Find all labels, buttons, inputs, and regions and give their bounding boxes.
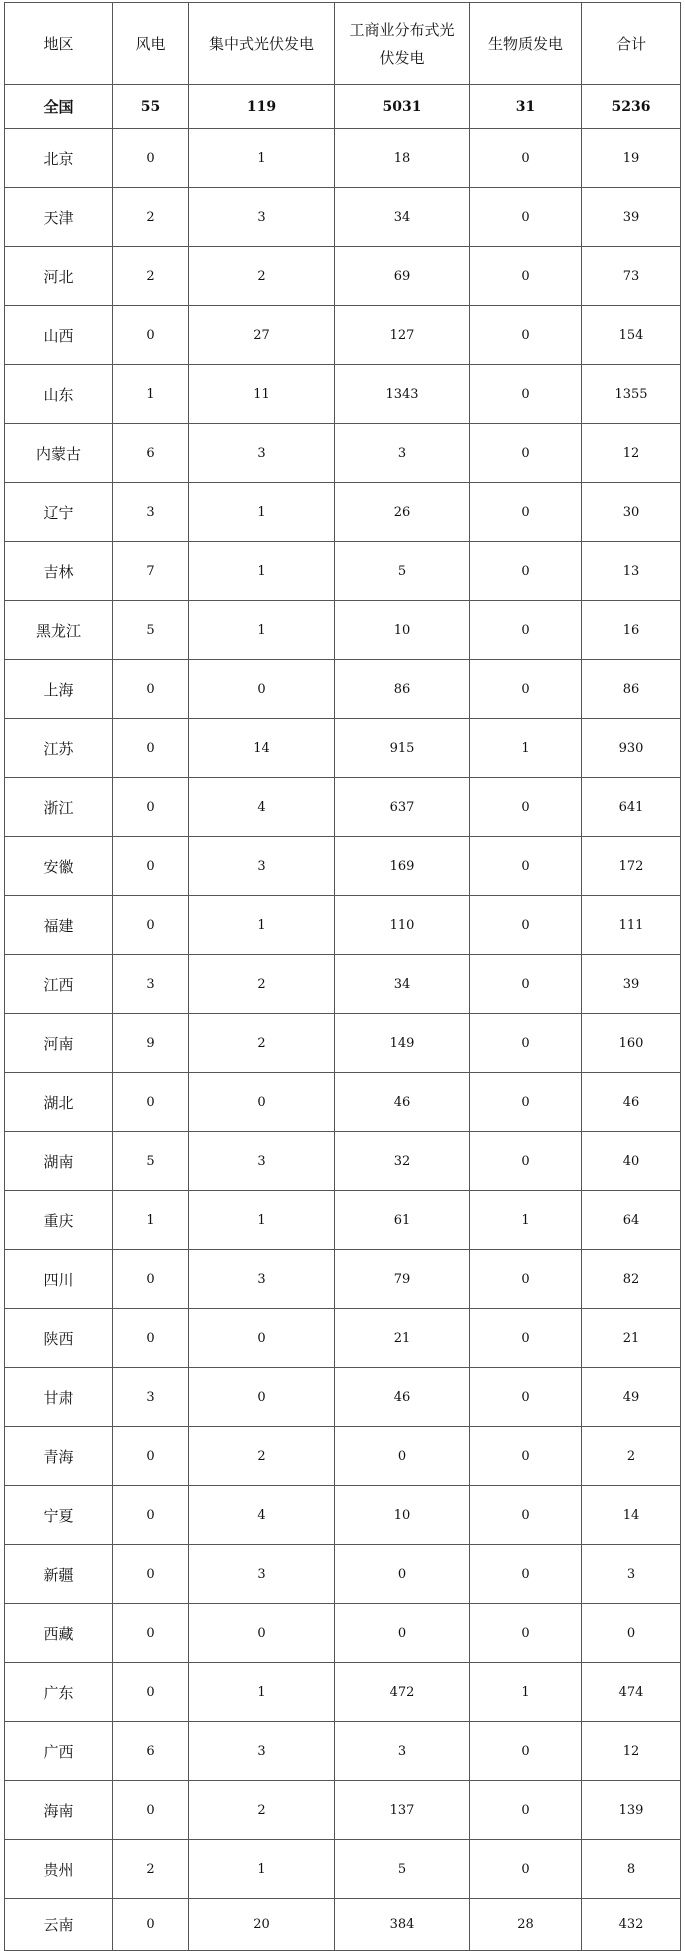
cell-distributed-pv: 110 bbox=[335, 896, 470, 955]
cell-distributed-pv: 169 bbox=[335, 837, 470, 896]
cell-centralized-pv: 4 bbox=[189, 778, 335, 837]
cell-region: 甘肃 bbox=[5, 1368, 113, 1427]
cell-biomass: 0 bbox=[470, 1604, 582, 1663]
cell-total: 474 bbox=[582, 1663, 681, 1722]
table-row bbox=[5, 306, 681, 365]
cell-wind: 0 bbox=[113, 1781, 189, 1840]
cell-wind: 0 bbox=[113, 1427, 189, 1486]
cell-total: 13 bbox=[582, 542, 681, 601]
table-row bbox=[5, 1663, 681, 1722]
cell-wind: 1 bbox=[113, 365, 189, 424]
cell-centralized-pv: 1 bbox=[189, 601, 335, 660]
cell-centralized-pv: 4 bbox=[189, 1486, 335, 1545]
cell-distributed-pv: 637 bbox=[335, 778, 470, 837]
cell-total: 40 bbox=[582, 1132, 681, 1191]
cell-centralized-pv: 1 bbox=[189, 896, 335, 955]
cell-total: 39 bbox=[582, 955, 681, 1014]
table-row bbox=[5, 1781, 681, 1840]
cell-total: 64 bbox=[582, 1191, 681, 1250]
cell-centralized-pv: 3 bbox=[189, 1722, 335, 1781]
header-wind: 风电 bbox=[113, 3, 189, 85]
cell-total: 160 bbox=[582, 1014, 681, 1073]
cell-distributed-pv: 472 bbox=[335, 1663, 470, 1722]
cell-biomass: 0 bbox=[470, 1309, 582, 1368]
cell-centralized-pv: 2 bbox=[189, 1781, 335, 1840]
cell-total: 5236 bbox=[582, 85, 681, 129]
cell-wind: 0 bbox=[113, 1250, 189, 1309]
table-row bbox=[5, 1368, 681, 1427]
table-body bbox=[5, 85, 681, 1951]
cell-region: 安徽 bbox=[5, 837, 113, 896]
cell-wind: 0 bbox=[113, 1486, 189, 1545]
cell-region: 重庆 bbox=[5, 1191, 113, 1250]
cell-biomass: 0 bbox=[470, 1486, 582, 1545]
cell-distributed-pv: 26 bbox=[335, 483, 470, 542]
cell-region: 山西 bbox=[5, 306, 113, 365]
cell-distributed-pv: 10 bbox=[335, 601, 470, 660]
cell-biomass: 0 bbox=[470, 306, 582, 365]
header-total: 合计 bbox=[582, 3, 681, 85]
cell-total: 2 bbox=[582, 1427, 681, 1486]
cell-distributed-pv: 5 bbox=[335, 1840, 470, 1899]
cell-centralized-pv: 1 bbox=[189, 1840, 335, 1899]
cell-total: 46 bbox=[582, 1073, 681, 1132]
cell-centralized-pv: 0 bbox=[189, 660, 335, 719]
cell-biomass: 0 bbox=[470, 1722, 582, 1781]
cell-biomass: 28 bbox=[470, 1899, 582, 1951]
table-header-row bbox=[5, 3, 681, 85]
cell-wind: 55 bbox=[113, 85, 189, 129]
header-centralized-pv: 集中式光伏发电 bbox=[189, 3, 335, 85]
cell-wind: 5 bbox=[113, 601, 189, 660]
cell-total: 19 bbox=[582, 129, 681, 188]
cell-total: 12 bbox=[582, 1722, 681, 1781]
cell-total: 154 bbox=[582, 306, 681, 365]
cell-centralized-pv: 2 bbox=[189, 955, 335, 1014]
cell-region: 陕西 bbox=[5, 1309, 113, 1368]
cell-centralized-pv: 3 bbox=[189, 1545, 335, 1604]
cell-distributed-pv: 46 bbox=[335, 1368, 470, 1427]
cell-wind: 2 bbox=[113, 1840, 189, 1899]
cell-region: 北京 bbox=[5, 129, 113, 188]
cell-wind: 0 bbox=[113, 1663, 189, 1722]
table-row bbox=[5, 896, 681, 955]
cell-total: 8 bbox=[582, 1840, 681, 1899]
cell-region: 湖北 bbox=[5, 1073, 113, 1132]
cell-region: 天津 bbox=[5, 188, 113, 247]
cell-wind: 0 bbox=[113, 778, 189, 837]
cell-centralized-pv: 119 bbox=[189, 85, 335, 129]
table-row bbox=[5, 1722, 681, 1781]
cell-distributed-pv: 61 bbox=[335, 1191, 470, 1250]
cell-biomass: 0 bbox=[470, 1250, 582, 1309]
cell-distributed-pv: 3 bbox=[335, 1722, 470, 1781]
cell-region: 海南 bbox=[5, 1781, 113, 1840]
cell-distributed-pv: 3 bbox=[335, 424, 470, 483]
cell-biomass: 0 bbox=[470, 129, 582, 188]
cell-region: 河北 bbox=[5, 247, 113, 306]
cell-distributed-pv: 34 bbox=[335, 955, 470, 1014]
cell-distributed-pv: 21 bbox=[335, 1309, 470, 1368]
cell-biomass: 0 bbox=[470, 1014, 582, 1073]
cell-total: 0 bbox=[582, 1604, 681, 1663]
cell-biomass: 1 bbox=[470, 1191, 582, 1250]
cell-region: 江西 bbox=[5, 955, 113, 1014]
cell-wind: 7 bbox=[113, 542, 189, 601]
cell-wind: 0 bbox=[113, 1899, 189, 1951]
cell-biomass: 0 bbox=[470, 660, 582, 719]
cell-centralized-pv: 3 bbox=[189, 1250, 335, 1309]
cell-centralized-pv: 3 bbox=[189, 188, 335, 247]
cell-total: 14 bbox=[582, 1486, 681, 1545]
table-row bbox=[5, 601, 681, 660]
cell-distributed-pv: 149 bbox=[335, 1014, 470, 1073]
cell-total: 12 bbox=[582, 424, 681, 483]
header-biomass: 生物质发电 bbox=[470, 3, 582, 85]
cell-distributed-pv: 5 bbox=[335, 542, 470, 601]
table-row bbox=[5, 955, 681, 1014]
cell-centralized-pv: 2 bbox=[189, 247, 335, 306]
cell-total: 73 bbox=[582, 247, 681, 306]
cell-distributed-pv: 137 bbox=[335, 1781, 470, 1840]
cell-wind: 6 bbox=[113, 1722, 189, 1781]
cell-distributed-pv: 69 bbox=[335, 247, 470, 306]
cell-centralized-pv: 2 bbox=[189, 1427, 335, 1486]
table-row bbox=[5, 129, 681, 188]
cell-wind: 0 bbox=[113, 306, 189, 365]
cell-region: 宁夏 bbox=[5, 1486, 113, 1545]
cell-region: 福建 bbox=[5, 896, 113, 955]
cell-biomass: 0 bbox=[470, 1840, 582, 1899]
cell-distributed-pv: 0 bbox=[335, 1545, 470, 1604]
cell-wind: 0 bbox=[113, 719, 189, 778]
cell-centralized-pv: 11 bbox=[189, 365, 335, 424]
cell-distributed-pv: 384 bbox=[335, 1899, 470, 1951]
table-row bbox=[5, 483, 681, 542]
cell-wind: 3 bbox=[113, 955, 189, 1014]
data-table bbox=[4, 2, 681, 1951]
cell-wind: 0 bbox=[113, 896, 189, 955]
table-row bbox=[5, 1073, 681, 1132]
table-row bbox=[5, 1014, 681, 1073]
cell-distributed-pv: 32 bbox=[335, 1132, 470, 1191]
cell-total: 86 bbox=[582, 660, 681, 719]
cell-wind: 3 bbox=[113, 1368, 189, 1427]
cell-wind: 2 bbox=[113, 247, 189, 306]
cell-centralized-pv: 14 bbox=[189, 719, 335, 778]
cell-distributed-pv: 86 bbox=[335, 660, 470, 719]
cell-total: 30 bbox=[582, 483, 681, 542]
cell-biomass: 0 bbox=[470, 424, 582, 483]
cell-region: 广西 bbox=[5, 1722, 113, 1781]
cell-wind: 0 bbox=[113, 1545, 189, 1604]
cell-total: 82 bbox=[582, 1250, 681, 1309]
cell-distributed-pv: 46 bbox=[335, 1073, 470, 1132]
table-row bbox=[5, 1604, 681, 1663]
table-row bbox=[5, 1486, 681, 1545]
cell-region: 新疆 bbox=[5, 1545, 113, 1604]
cell-wind: 0 bbox=[113, 1073, 189, 1132]
cell-distributed-pv: 0 bbox=[335, 1427, 470, 1486]
table-row bbox=[5, 1545, 681, 1604]
cell-region: 西藏 bbox=[5, 1604, 113, 1663]
cell-biomass: 0 bbox=[470, 601, 582, 660]
cell-region: 湖南 bbox=[5, 1132, 113, 1191]
cell-distributed-pv: 79 bbox=[335, 1250, 470, 1309]
cell-region: 全国 bbox=[5, 85, 113, 129]
cell-biomass: 0 bbox=[470, 1073, 582, 1132]
cell-biomass: 0 bbox=[470, 365, 582, 424]
cell-centralized-pv: 1 bbox=[189, 542, 335, 601]
cell-region: 内蒙古 bbox=[5, 424, 113, 483]
cell-wind: 6 bbox=[113, 424, 189, 483]
cell-wind: 9 bbox=[113, 1014, 189, 1073]
cell-biomass: 0 bbox=[470, 837, 582, 896]
cell-centralized-pv: 20 bbox=[189, 1899, 335, 1951]
cell-biomass: 0 bbox=[470, 1781, 582, 1840]
cell-centralized-pv: 2 bbox=[189, 1014, 335, 1073]
cell-total: 432 bbox=[582, 1899, 681, 1951]
cell-total: 1355 bbox=[582, 365, 681, 424]
table-row bbox=[5, 719, 681, 778]
cell-region: 黑龙江 bbox=[5, 601, 113, 660]
cell-centralized-pv: 0 bbox=[189, 1073, 335, 1132]
cell-total: 16 bbox=[582, 601, 681, 660]
cell-centralized-pv: 1 bbox=[189, 129, 335, 188]
cell-centralized-pv: 1 bbox=[189, 483, 335, 542]
cell-wind: 0 bbox=[113, 1309, 189, 1368]
cell-region: 贵州 bbox=[5, 1840, 113, 1899]
cell-biomass: 0 bbox=[470, 1132, 582, 1191]
cell-biomass: 0 bbox=[470, 188, 582, 247]
table-row bbox=[5, 1427, 681, 1486]
cell-region: 上海 bbox=[5, 660, 113, 719]
cell-wind: 2 bbox=[113, 188, 189, 247]
header-distributed-pv: 工商业分布式光伏发电 bbox=[335, 3, 470, 85]
table-row bbox=[5, 365, 681, 424]
cell-total: 641 bbox=[582, 778, 681, 837]
cell-centralized-pv: 1 bbox=[189, 1191, 335, 1250]
cell-distributed-pv: 10 bbox=[335, 1486, 470, 1545]
table-row-national-total bbox=[5, 85, 681, 129]
cell-wind: 3 bbox=[113, 483, 189, 542]
cell-region: 云南 bbox=[5, 1899, 113, 1951]
cell-total: 49 bbox=[582, 1368, 681, 1427]
cell-biomass: 0 bbox=[470, 778, 582, 837]
cell-region: 广东 bbox=[5, 1663, 113, 1722]
cell-total: 111 bbox=[582, 896, 681, 955]
cell-biomass: 0 bbox=[470, 955, 582, 1014]
cell-distributed-pv: 1343 bbox=[335, 365, 470, 424]
cell-total: 930 bbox=[582, 719, 681, 778]
cell-wind: 0 bbox=[113, 1604, 189, 1663]
table-row bbox=[5, 542, 681, 601]
table-row bbox=[5, 1840, 681, 1899]
table-row bbox=[5, 660, 681, 719]
cell-distributed-pv: 0 bbox=[335, 1604, 470, 1663]
cell-biomass: 0 bbox=[470, 1427, 582, 1486]
cell-biomass: 31 bbox=[470, 85, 582, 129]
cell-centralized-pv: 3 bbox=[189, 424, 335, 483]
cell-wind: 0 bbox=[113, 660, 189, 719]
cell-biomass: 1 bbox=[470, 1663, 582, 1722]
table-row bbox=[5, 1191, 681, 1250]
cell-centralized-pv: 3 bbox=[189, 1132, 335, 1191]
cell-total: 139 bbox=[582, 1781, 681, 1840]
cell-biomass: 1 bbox=[470, 719, 582, 778]
table-row bbox=[5, 837, 681, 896]
table-row bbox=[5, 1250, 681, 1309]
table-row bbox=[5, 778, 681, 837]
cell-total: 39 bbox=[582, 188, 681, 247]
cell-region: 青海 bbox=[5, 1427, 113, 1486]
cell-biomass: 0 bbox=[470, 483, 582, 542]
cell-region: 四川 bbox=[5, 1250, 113, 1309]
cell-distributed-pv: 915 bbox=[335, 719, 470, 778]
cell-distributed-pv: 127 bbox=[335, 306, 470, 365]
table-row bbox=[5, 424, 681, 483]
cell-biomass: 0 bbox=[470, 542, 582, 601]
table-row bbox=[5, 1309, 681, 1368]
cell-wind: 5 bbox=[113, 1132, 189, 1191]
cell-biomass: 0 bbox=[470, 1545, 582, 1604]
table-row bbox=[5, 247, 681, 306]
cell-region: 浙江 bbox=[5, 778, 113, 837]
cell-biomass: 0 bbox=[470, 1368, 582, 1427]
cell-biomass: 0 bbox=[470, 247, 582, 306]
cell-distributed-pv: 18 bbox=[335, 129, 470, 188]
cell-wind: 0 bbox=[113, 837, 189, 896]
cell-region: 辽宁 bbox=[5, 483, 113, 542]
table-row bbox=[5, 1132, 681, 1191]
cell-centralized-pv: 0 bbox=[189, 1309, 335, 1368]
cell-region: 河南 bbox=[5, 1014, 113, 1073]
cell-centralized-pv: 27 bbox=[189, 306, 335, 365]
header-region: 地区 bbox=[5, 3, 113, 85]
cell-total: 21 bbox=[582, 1309, 681, 1368]
cell-distributed-pv: 5031 bbox=[335, 85, 470, 129]
table-row bbox=[5, 188, 681, 247]
cell-centralized-pv: 0 bbox=[189, 1604, 335, 1663]
cell-total: 172 bbox=[582, 837, 681, 896]
cell-distributed-pv: 34 bbox=[335, 188, 470, 247]
cell-wind: 1 bbox=[113, 1191, 189, 1250]
cell-centralized-pv: 1 bbox=[189, 1663, 335, 1722]
cell-region: 山东 bbox=[5, 365, 113, 424]
cell-centralized-pv: 0 bbox=[189, 1368, 335, 1427]
cell-biomass: 0 bbox=[470, 896, 582, 955]
table-row bbox=[5, 1899, 681, 1951]
cell-centralized-pv: 3 bbox=[189, 837, 335, 896]
cell-total: 3 bbox=[582, 1545, 681, 1604]
cell-region: 江苏 bbox=[5, 719, 113, 778]
cell-wind: 0 bbox=[113, 129, 189, 188]
cell-region: 吉林 bbox=[5, 542, 113, 601]
